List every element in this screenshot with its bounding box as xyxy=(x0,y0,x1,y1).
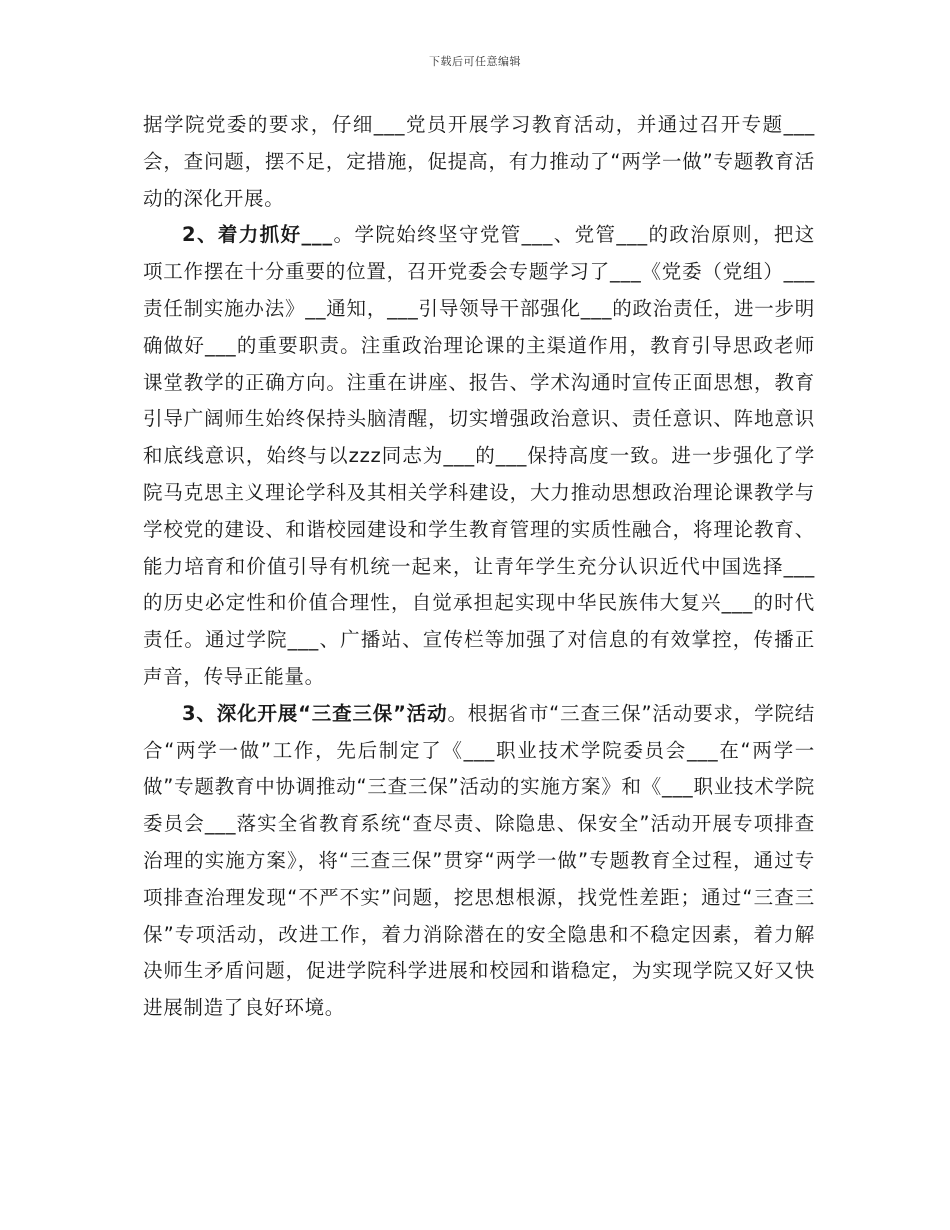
paragraph-section-2 xyxy=(143,217,815,695)
section-3-heading: 3、深化开展“三查三保”活动 xyxy=(182,701,448,725)
paragraph-continuation xyxy=(143,107,815,217)
paragraph-text: 。学院始终坚守党管___、党管___的政治原则，把这项工作摆在十分重要的位置，召开党委会专题学习了___《党委（党组）___责任制实施办法》__通知，___引导领导干部强化___的政治责任，进一步明确做好___的重要职责。注重政治理论课的主渠道作用，教育引导思政老师课堂教学的正确方向。注重在讲座、报告、学术沟通时宣传正面思想，教育引导广阔师生始终保持头脑清醒，切实增强政治意识、责任意识、阵地意识和底线意识，始终与以zzz同志为___的___保持高度一致。进一步强化了学院马克思主义理论学科及其相关学科建设，大力推动思想政治理论课教学与学校党的建设、和谐校园建设和学生教育管理的实质性融合，将理论教育、能力培育和价值引导有机统一起来，让青年学生充分认识近代中国选择___的历史必定性和价值合理性，自觉承担起实现中华民族伟大复兴___的时代责任。通过学院___、广播站、宣传栏等加强了对信息的有效掌控，传播正声音，传导正能量。 xyxy=(143,223,816,688)
page-header: 下载后可任意编辑 xyxy=(429,55,521,68)
paragraph-section-3 xyxy=(143,696,815,1027)
section-2-heading: 2、着力抓好___ xyxy=(182,223,333,247)
paragraph-text: 据学院党委的要求，仔细___党员开展学习教育活动，并通过召开专题___会，查问题，摆不足，定措施，促提高，有力推动了“两学一做”专题教育活动的深化开展。 xyxy=(143,113,815,210)
paragraph-text: 。根据省市“三查三保”活动要求，学院结合“两学一做”工作，先后制定了《___职业技术学院委员会___在“两学一做”专题教育中协调推动“三查三保”活动的实施方案》和《___职业技术学院委员会___落实全省教育系统“查尽责、除隐患、保安全”活动开展专项排查治理的实施方案》，将“三查三保”贯穿“两学一做”专题教育全过程，通过专项排查治理发现“不严不实”问题，挖思想根源，找党性差距；通过“三查三保”专项活动，改进工作，着力消除潜在的安全隐患和不稳定因素，着力解决师生矛盾问题，促进学院科学进展和校园和谐稳定，为实现学院又好又快进展制造了良好环境。 xyxy=(143,701,815,1020)
document-body xyxy=(143,107,815,1027)
